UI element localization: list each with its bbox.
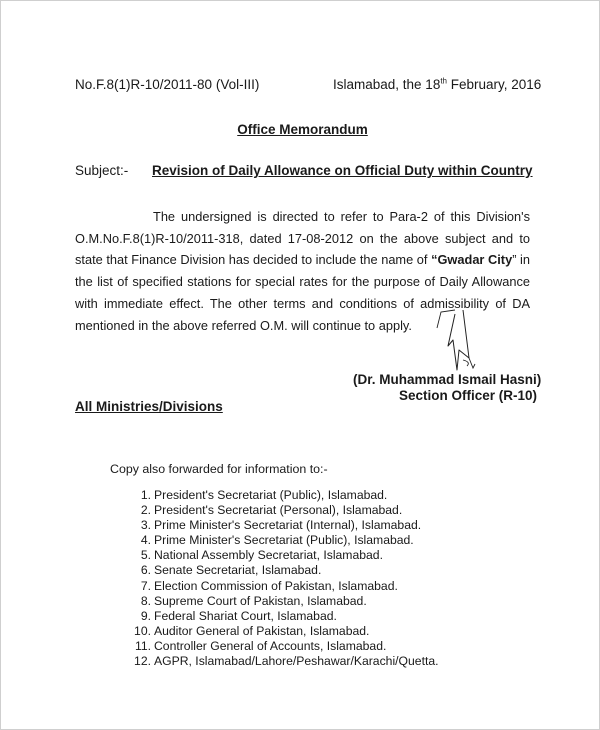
list-item-text: Senate Secretariat, Islamabad. — [154, 563, 322, 578]
list-item — [131, 594, 439, 609]
signatory-name: (Dr. Muhammad Ismail Hasni) — [353, 372, 542, 387]
list-item — [131, 563, 439, 578]
body-part-1: The undersigned is directed to refer to Para-2 of this Division's O.M.No.F.8(1)R-10/2011-318, dated 17-08-2012 on the above subject and to state that Finance Division has decided to include the name of — [75, 209, 530, 268]
body-part-2: ” in the list of specified stations for special rates for the purpose of Daily Allowance with immediate effect. The other terms and conditions of admissibility of DA mentioned in the above referred O.M. will continue to apply. — [75, 252, 530, 333]
list-item-number: 8. — [140, 593, 151, 608]
list-item-text: Auditor General of Pakistan, Islamabad. — [154, 623, 370, 638]
list-item-number: 4. — [140, 533, 151, 548]
list-item-text: Election Commission of Pakistan, Islamabad. — [154, 578, 398, 593]
signatory-title: Section Officer (R-10) — [399, 388, 538, 403]
list-item-text: Prime Minister's Secretariat (Public), Islamabad. — [154, 533, 414, 548]
list-item — [131, 639, 439, 654]
copy-heading: Copy also forwarded for information to:- — [110, 462, 328, 476]
list-item-text: Controller General of Accounts, Islamabad. — [154, 638, 387, 653]
list-item — [131, 548, 439, 563]
subject-label: Subject:- — [75, 163, 129, 178]
memo-date — [333, 77, 541, 92]
subject-text: Revision of Daily Allowance on Official Duty within Country — [152, 163, 533, 178]
list-item-number: 2. — [140, 503, 151, 518]
date-rest: February, 2016 — [447, 77, 542, 92]
date-ordinal-suffix: th — [440, 76, 447, 86]
date-prefix: Islamabad, the 18 — [333, 77, 441, 92]
list-item — [131, 533, 439, 548]
reference-number: No.F.8(1)R-10/2011-80 (Vol-III) — [75, 77, 260, 92]
list-item — [131, 579, 439, 594]
list-item-text: Prime Minister's Secretariat (Internal), Islamabad. — [154, 518, 422, 533]
list-item — [131, 609, 439, 624]
list-item-number: 10. — [134, 623, 151, 638]
list-item-number: 5. — [140, 548, 151, 563]
addressee: All Ministries/Divisions — [75, 399, 223, 414]
list-item — [131, 503, 439, 518]
list-item-number: 6. — [140, 563, 151, 578]
list-item — [131, 488, 439, 503]
list-item — [131, 654, 439, 669]
list-item-number: 3. — [140, 518, 151, 533]
list-item-number: 12. — [134, 654, 151, 669]
list-item-text: National Assembly Secretariat, Islamabad. — [154, 548, 383, 563]
list-item-text: AGPR, Islamabad/Lahore/Peshawar/Karachi/Quetta. — [154, 654, 439, 669]
copy-list — [131, 488, 439, 669]
list-item-number: 7. — [140, 578, 151, 593]
list-item-text: President's Secretariat (Public), Islamabad. — [154, 488, 388, 502]
list-item-number: 1. — [140, 488, 151, 502]
list-item — [131, 518, 439, 533]
memo-title: Office Memorandum — [237, 122, 368, 137]
list-item-text: President's Secretariat (Personal), Islamabad. — [154, 503, 403, 518]
list-item-number: 9. — [140, 608, 151, 623]
list-item — [131, 624, 439, 639]
list-item-text: Federal Shariat Court, Islamabad. — [154, 608, 337, 623]
body-highlight: “Gwadar City — [431, 252, 513, 268]
list-item-text: Supreme Court of Pakistan, Islamabad. — [154, 593, 367, 608]
list-item-number: 11. — [134, 638, 151, 653]
